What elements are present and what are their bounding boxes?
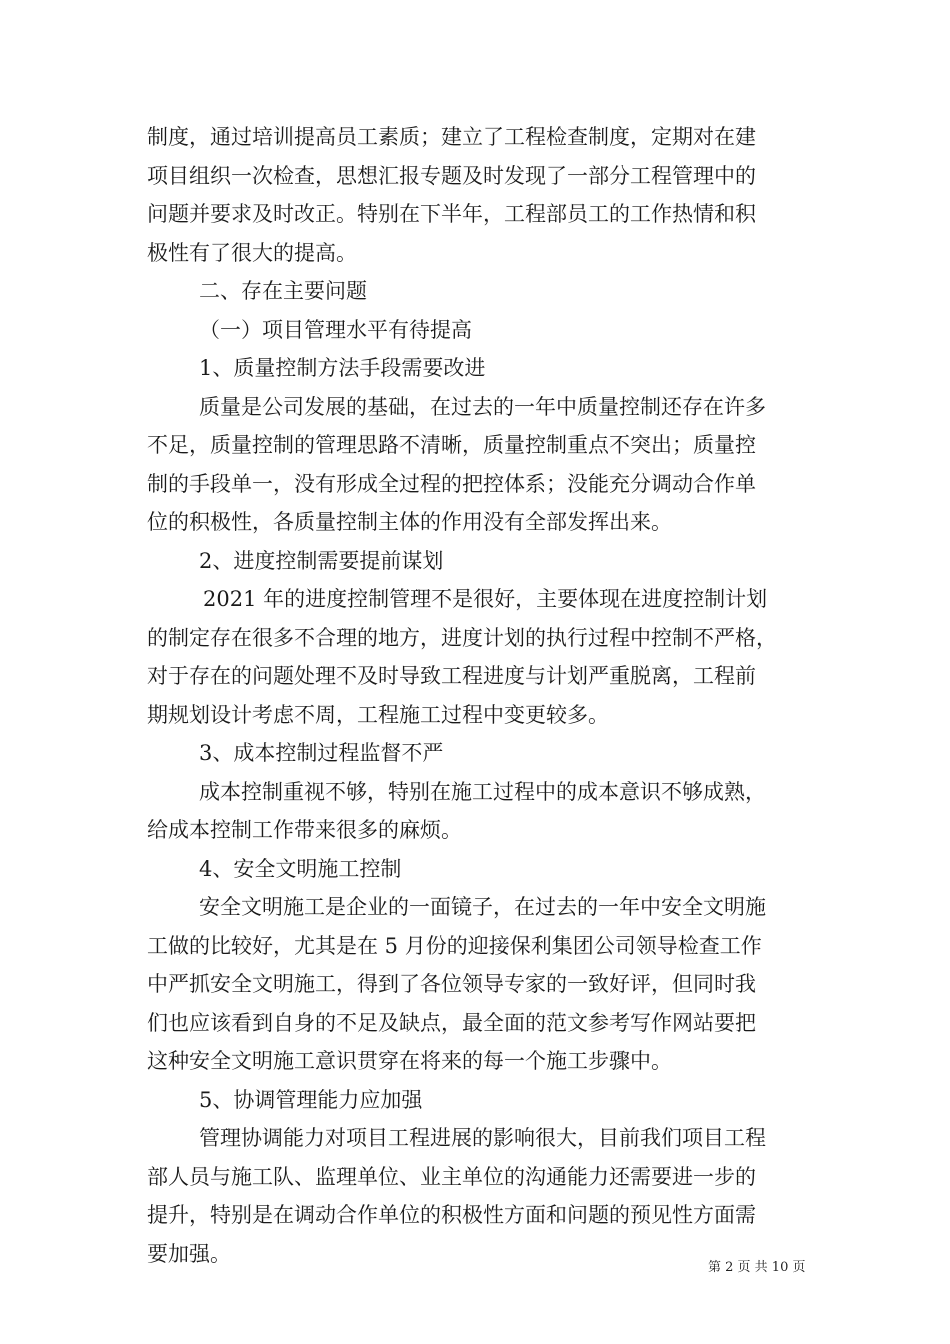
text-line: 这种安全文明施工意识贯穿在将来的每一个施工步骤中。 (147, 1049, 672, 1073)
text-line: 们也应该看到自身的不足及缺点，最全面的范文参考写作网站要把 (147, 1010, 756, 1035)
item-heading: 5、协调管理能力应加强 (199, 1087, 423, 1112)
item-heading: 4、安全文明施工控制 (199, 856, 402, 881)
text-line: 极性有了很大的提高。 (147, 240, 357, 265)
text-line: 对于存在的问题处理不及时导致工程进度与计划严重脱离，工程前 (147, 664, 756, 688)
text-line: 中严抓安全文明施工，得到了各位领导专家的一致好评，但同时我 (147, 972, 756, 996)
item-heading: 2、进度控制需要提前谋划 (199, 548, 444, 573)
text-line: 质量是公司发展的基础，在过去的一年中质量控制还存在许多 (199, 394, 766, 419)
text-line: 部人员与施工队、监理单位、业主单位的沟通能力还需要进一步的 (147, 1164, 756, 1189)
text-line: 安全文明施工是企业的一面镜子，在过去的一年中安全文明施 (199, 895, 766, 919)
text-line: 给成本控制工作带来很多的麻烦。 (147, 818, 462, 842)
item-heading: 3、成本控制过程监督不严 (199, 741, 444, 765)
text-line: 制的手段单一，没有形成全过程的把控体系；没能充分调动合作单 (147, 471, 756, 496)
page-number-footer: 第 2 页 共 10 页 (708, 1260, 806, 1275)
text-line: 期规划设计考虑不周，工程施工过程中变更较多。 (147, 702, 609, 727)
text-line: 成本控制重视不够，特别在施工过程中的成本意识不够成熟， (199, 779, 766, 804)
text-line: 要加强。 (147, 1241, 231, 1266)
document-body (147, 118, 812, 1273)
text-line: 提升，特别是在调动合作单位的积极性方面和问题的预见性方面需 (147, 1203, 756, 1227)
text-line: 问题并要求及时改正。特别在下半年，工程部员工的工作热情和积 (147, 202, 756, 226)
text-line: 管理协调能力对项目工程进展的影响很大，目前我们项目工程 (199, 1126, 766, 1150)
text-line: 工做的比较好，尤其是在 5 月份的迎接保利集团公司领导检查工作 (147, 933, 762, 958)
text-line: 2021 年的进度控制管理不是很好，主要体现在进度控制计划 (203, 587, 768, 611)
text-line: 制度，通过培训提高员工素质；建立了工程检查制度，定期对在建 (147, 125, 756, 149)
subsection-heading: （一）项目管理水平有待提高 (199, 317, 472, 342)
text-line: 位的积极性，各质量控制主体的作用没有全部发挥出来。 (147, 510, 672, 534)
text-line: 的制定存在很多不合理的地方，进度计划的执行过程中控制不严格， (147, 625, 777, 650)
text-line: 项目组织一次检查，思想汇报专题及时发现了一部分工程管理中的 (147, 163, 756, 188)
text-line: 不足，质量控制的管理思路不清晰，质量控制重点不突出；质量控 (147, 433, 756, 457)
section-heading: 二、存在主要问题 (199, 279, 367, 303)
item-heading: 1、质量控制方法手段需要改进 (199, 356, 486, 380)
